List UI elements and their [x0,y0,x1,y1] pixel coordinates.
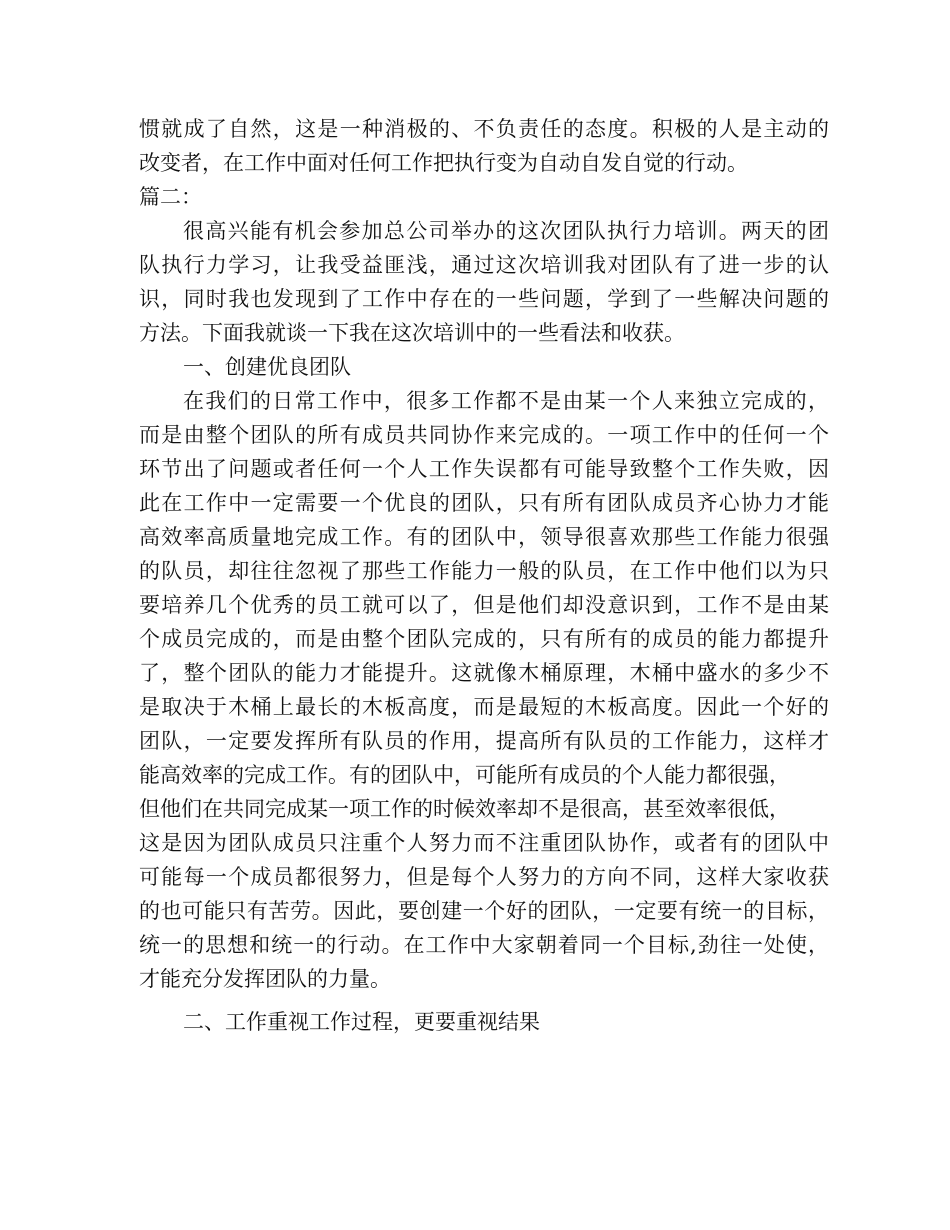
text-line: 能高效率的完成工作。有的团队中，可能所有成员的个人能力都很强， [139,763,790,787]
section-heading: 篇二： [139,185,202,209]
text-line: 但他们在共同完成某一项工作的时候效率却不是很高，甚至效率很低， [139,797,790,821]
text-line: 惯就成了自然，这是一种消极的、不负责任的态度。积极的人是主动的 [139,117,829,141]
text-line: 统一的思想和统一的行动。在工作中大家朝着同一个目标,劲往一处使， [139,933,829,957]
text-line: 此在工作中一定需要一个优良的团队，只有所有团队成员齐心协力才能 [139,491,829,515]
text-line: 改变者，在工作中面对任何工作把执行变为自动自发自觉的行动。 [139,151,748,175]
text-line: 才能充分发挥团队的力量。 [139,967,391,991]
text-line: 要培养几个优秀的员工就可以了，但是他们却没意识到，工作不是由某 [139,593,829,617]
text-line: 环节出了问题或者任何一个人工作失误都有可能导致整个工作失败，因 [139,457,829,481]
text-line: 在我们的日常工作中，很多工作都不是由某一个人来独立完成的， [183,389,829,413]
text-line: 这是因为团队成员只注重个人努力而不注重团队协作，或者有的团队中 [139,831,829,855]
text-line: 是取决于木桶上最长的木板高度，而是最短的木板高度。因此一个好的 [139,695,829,719]
text-line: 个成员完成的，而是由整个团队完成的，只有所有的成员的能力都提升 [139,627,829,651]
text-line: 识，同时我也发现到了工作中存在的一些问题，学到了一些解决问题的 [139,287,829,311]
text-line: 高效率高质量地完成工作。有的团队中，领导很喜欢那些工作能力很强 [139,525,829,549]
text-line: 团队，一定要发挥所有队员的作用，提高所有队员的工作能力，这样才 [139,729,829,753]
subheading: 二、工作重视工作过程，更要重视结果 [183,1010,540,1034]
text-line: 很高兴能有机会参加总公司举办的这次团队执行力培训。两天的团 [183,219,829,243]
text-line: 的队员，却往往忽视了那些工作能力一般的队员，在工作中他们以为只 [139,559,829,583]
text-line: 队执行力学习，让我受益匪浅，通过这次培训我对团队有了进一步的认 [139,253,829,277]
text-line: 而是由整个团队的所有成员共同协作来完成的。一项工作中的任何一个 [139,423,829,447]
document-body [139,112,829,1039]
text-line: 可能每一个成员都很努力，但是每个人努力的方向不同，这样大家收获 [139,865,829,889]
text-line: 方法。下面我就谈一下我在这次培训中的一些看法和收获。 [139,321,685,345]
text-line: 的也可能只有苦劳。因此，要创建一个好的团队，一定要有统一的目标， [139,899,829,923]
subheading: 一、创建优良团队 [183,355,351,379]
text-line: 了，整个团队的能力才能提升。这就像木桶原理，木桶中盛水的多少不 [139,661,829,685]
